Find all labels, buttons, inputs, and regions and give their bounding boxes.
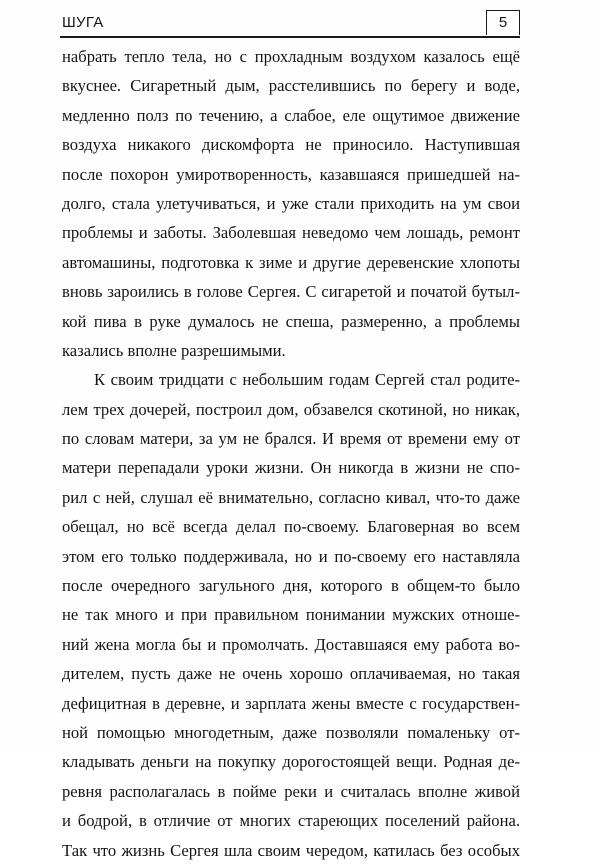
text-line: ной помощью многодетным, даже позволяли помаленьку от- [62, 722, 520, 742]
text-line: этом его только поддерживала, но и по-своему его наставляла [62, 546, 520, 566]
running-header [60, 10, 520, 38]
text-line: дефицитная в деревне, и зарплата жены вместе с государствен- [62, 693, 520, 713]
text-line: ревня располагалась в пойме реки и считалась вполне живой [62, 781, 520, 801]
text-line: вновь зароились в голове Сергея. С сигаретой и початой бутыл- [62, 282, 520, 302]
text-line: Так что жизнь Сергея шла своим чередом, катилась без особых [62, 840, 520, 860]
text-line: обещал, но всё всегда делал по-своему. Благоверная во всем [62, 517, 520, 537]
text-line: дителем, пусть даже не очень хорошо оплачиваемая, но такая [62, 664, 520, 684]
text-line: воздуха никакого дискомфорта не приносило. Наступившая [62, 135, 520, 155]
text-line: набрать тепло тела, но с прохладным воздухом казалось ещё [62, 47, 520, 66]
text-line: долго, стала улетучиваться, и уже стали приходить на ум свои [62, 193, 520, 213]
text-line: медленно полз по течению, а слабое, еле ощутимое движение [62, 105, 520, 125]
text-line: лем трех дочерей, построил дом, обзавелся скотиной, но никак, [62, 399, 520, 419]
paragraph-start-line: К своим тридцати с небольшим годам Сергей стал родите- [94, 370, 520, 390]
body-text [62, 42, 520, 865]
text-line: и бодрой, в отличие от многих стареющих поселений района. [62, 811, 520, 831]
text-line: кладывать деньги на покупку дорогостоящей вещи. Родная де- [62, 752, 520, 772]
running-title: ШУГА [62, 14, 104, 31]
text-line: кой пива в руке думалось не спеша, размеренно, а проблемы [62, 311, 520, 331]
page-number: 5 [486, 10, 520, 35]
text-line: матери перепадали уроки жизни. Он никогда в жизни не спо- [62, 458, 520, 478]
text-line: по словам матери, за ум не брался. И время от времени ему от [62, 429, 520, 449]
text-line: рил с ней, слушал её внимательно, согласно кивал, что-то даже [62, 487, 520, 507]
text-line: после похорон умиротворенность, казавшаяся пришедшей на- [62, 164, 520, 184]
text-line: не так много и при правильном понимании мужских отноше- [62, 605, 520, 625]
text-line: ний жена могла бы и промолчать. Доставшаяся ему работа во- [62, 634, 520, 654]
text-line: автомашины, подготовка к зиме и другие деревенские хлопоты [62, 252, 520, 272]
text-line: вкуснее. Сигаретный дым, расстелившись по берегу и воде, [62, 76, 520, 96]
text-line: после очередного загульного дня, которого в общем-то было [62, 576, 520, 596]
paragraph-end-line: казались вполне разрешимыми. [62, 340, 286, 360]
text-line: проблемы и заботы. Заболевшая неведомо чем лошадь, ремонт [62, 223, 520, 243]
